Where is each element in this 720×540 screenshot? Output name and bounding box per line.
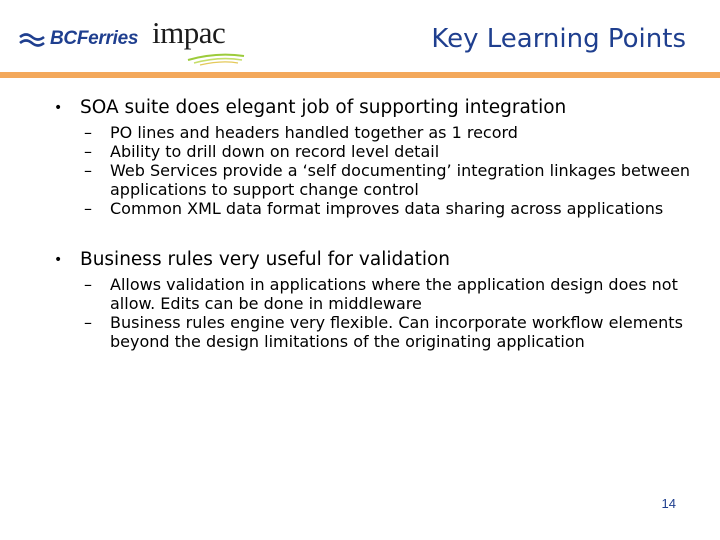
sub-bullet-item [84, 142, 694, 161]
sub-bullet-list [84, 123, 694, 218]
header-logos [18, 14, 278, 64]
slide-title: Key Learning Points [431, 24, 686, 54]
sub-bullet-item [84, 199, 694, 218]
bcferries-logo [18, 28, 138, 50]
bullet-text: Business rules very useful for validation [80, 249, 450, 270]
bullet-text: SOA suite does elegant job of supporting integration [80, 97, 567, 118]
bullet-icon: • [54, 252, 63, 268]
sub-bullet-text: Common XML data format improves data sharing across applications [110, 199, 664, 218]
impac-wordmark: impac [152, 15, 226, 50]
dash-icon: – [84, 161, 92, 180]
sub-bullet-list [84, 275, 694, 351]
waves-icon [18, 29, 52, 49]
bullet-icon: • [54, 100, 63, 116]
bullet-item [54, 96, 694, 120]
sub-bullet-text: PO lines and headers handled together as 1 record [110, 123, 518, 142]
sub-bullet-text: Ability to drill down on record level detail [110, 142, 440, 161]
sub-bullet-text: Allows validation in applications where the application design does not allow. Edits can be done in middleware [110, 275, 678, 313]
title-divider [0, 72, 720, 78]
sub-bullet-text: Business rules engine very flexible. Can incorporate workflow elements beyond the design limitations of the originating application [110, 313, 683, 351]
sub-bullet-item [84, 123, 694, 142]
slide-content [54, 96, 694, 351]
sub-bullet-item [84, 161, 694, 199]
dash-icon: – [84, 275, 92, 294]
bcferries-wordmark: BCFerries [50, 28, 139, 49]
spacer [54, 218, 694, 248]
bullet-item [54, 248, 694, 272]
sub-bullet-item [84, 275, 694, 313]
dash-icon: – [84, 142, 92, 161]
sub-bullet-text: Web Services provide a ‘self documenting’ integration linkages between applications to support change control [110, 161, 691, 199]
dash-icon: – [84, 123, 92, 142]
dash-icon: – [84, 199, 92, 218]
impac-logo [152, 16, 225, 50]
swoosh-icon [186, 50, 246, 66]
dash-icon: – [84, 313, 92, 332]
sub-bullet-item [84, 313, 694, 351]
page-number: 14 [661, 496, 676, 511]
